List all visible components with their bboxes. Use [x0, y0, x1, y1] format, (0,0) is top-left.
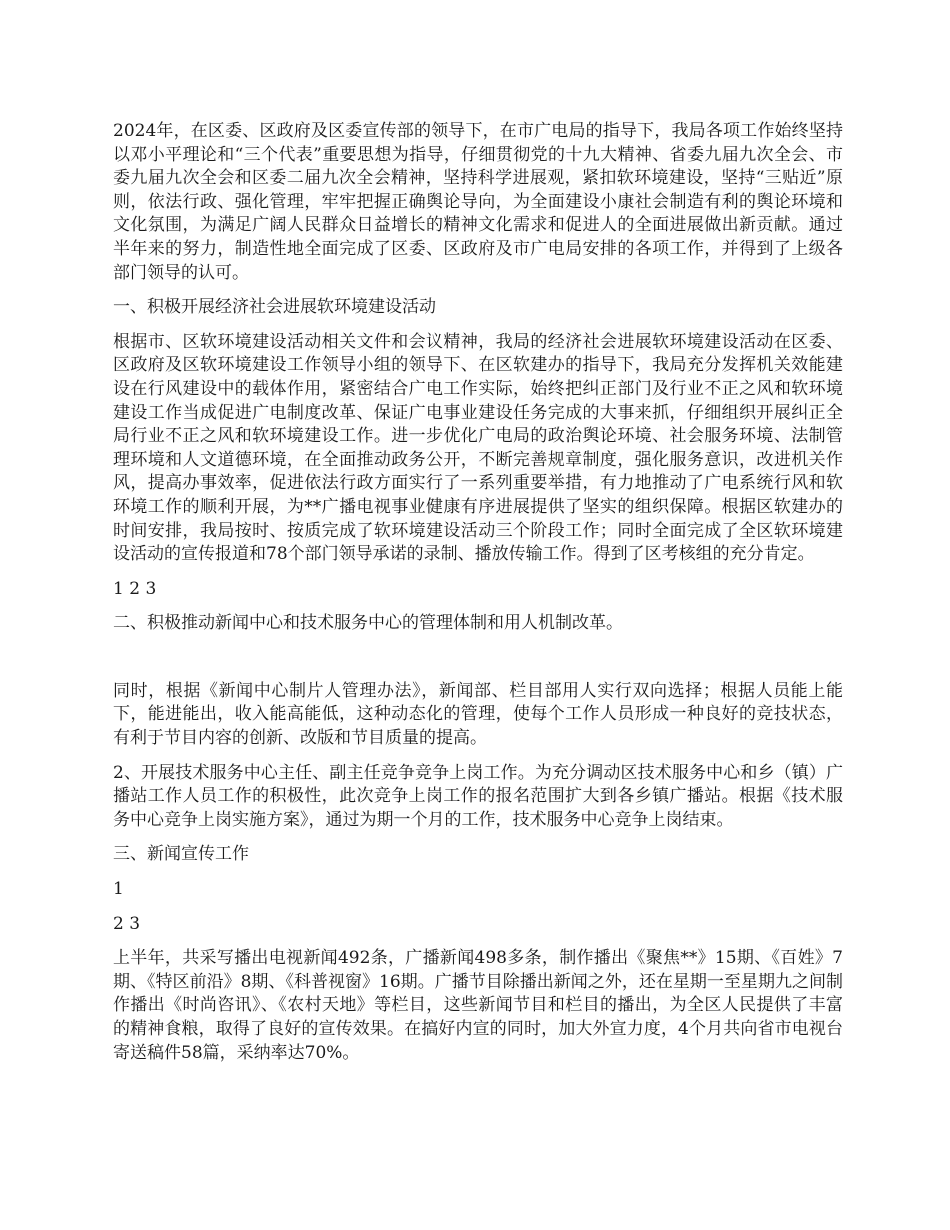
section-1-paragraph: 根据市、区软环境建设活动相关文件和会议精神，我局的经济社会进展软环境建设活动在区委、区政府及区软环境建设工作领导小组的领导下、在区软建办的指导下，我局充分发挥机关效能建设在行风建设中的载体作用，紧密结合广电工作实际，始终把纠正部门及行业不正之风和软环境建设工作当成促进广电制度改革、保证广电事业建设任务完成的大事来抓，仔细组织开展纠正全局行业不正之风和软环境建设工作。进一步优化广电局的政治舆论环境、社会服务环境、法制管理环境和人文道德环境，在全面推动政务公开，不断完善规章制度，强化服务意识，改进机关作风，提高办事效率，促进依法行政方面实行了一系列重要举措，有力地推动了广电系统行风和软环境工作的顺利开展，为**广播电视事业健康有序进展提供了坚实的组织保障。根据区软建办的时间安排，我局按时、按质完成了软环境建设活动三个阶段工作；同时全面完成了全区软环境建设活动的宣传报道和78个部门领导承诺的录制、播放传输工作。得到了区考核组的充分肯定。	[113, 331, 843, 565]
section-heading-2: 二、积极推动新闻中心和技术服务中心的管理体制和用人机制改革。	[113, 613, 623, 634]
section-heading-1: 一、积极开展经济社会进展软环境建设活动	[113, 297, 436, 318]
document-body	[113, 120, 843, 1065]
numbering-line: 1	[113, 879, 124, 900]
section-2-paragraph-2: 2、开展技术服务中心主任、副主任竞争竞争上岗工作。为充分调动区技术服务中心和乡（镇）广播站工作人员工作的积极性，此次竞争上岗工作的报名范围扩大到各乡镇广播站。根据《技术服务中心竞争上岗实施方案》，通过为期一个月的工作，技术服务中心竞争上岗结束。	[113, 762, 843, 830]
intro-paragraph: 2024年，在区委、区政府及区委宣传部的领导下，在市广电局的指导下，我局各项工作始终坚持以邓小平理论和“三个代表”重要思想为指导，仔细贯彻党的十九大精神、省委九届九次全会、市委九届九次全会和区委二届九次全会精神，坚持科学进展观，紧扣软环境建设，坚持“三贴近”原则，依法行政、强化管理，牢牢把握正确舆论导向，为全面建设小康社会制造有利的舆论环境和文化氛围，为满足广阔人民群众日益增长的精神文化需求和促进人的全面进展做出新贡献。通过半年来的努力，制造性地全面完成了区委、区政府及市广电局安排的各项工作，并得到了上级各部门领导的认可。	[113, 121, 843, 283]
section-heading-3: 三、新闻宣传工作	[113, 844, 249, 865]
numbering-line: 2 3	[113, 913, 141, 934]
section-2-paragraph-1: 同时，根据《新闻中心制片人管理办法》，新闻部、栏目部用人实行双向选择；根据人员能上能下，能进能出，收入能高能低，这种动态化的管理，使每个工作人员形成一种良好的竞技状态，有利于节目内容的创新、改版和节目质量的提高。	[113, 680, 843, 749]
section-3-paragraph: 上半年，共采写播出电视新闻492条，广播新闻498多条，制作播出《聚焦**》15期、《百姓》7期、《特区前沿》8期、《科普视窗》16期。广播节目除播出新闻之外，还在星期一至星期九之间制作播出《时尚咨讯》、《农村天地》等栏目，这些新闻节目和栏目的播出，为全区人民提供了丰富的精神食粮，取得了良好的宣传效果。在搞好内宣的同时，加大外宣力度，4个月共向省市电视台寄送稿件58篇，采纳率达70%。	[113, 948, 843, 1063]
numbering-line: 1 2 3	[113, 578, 157, 599]
